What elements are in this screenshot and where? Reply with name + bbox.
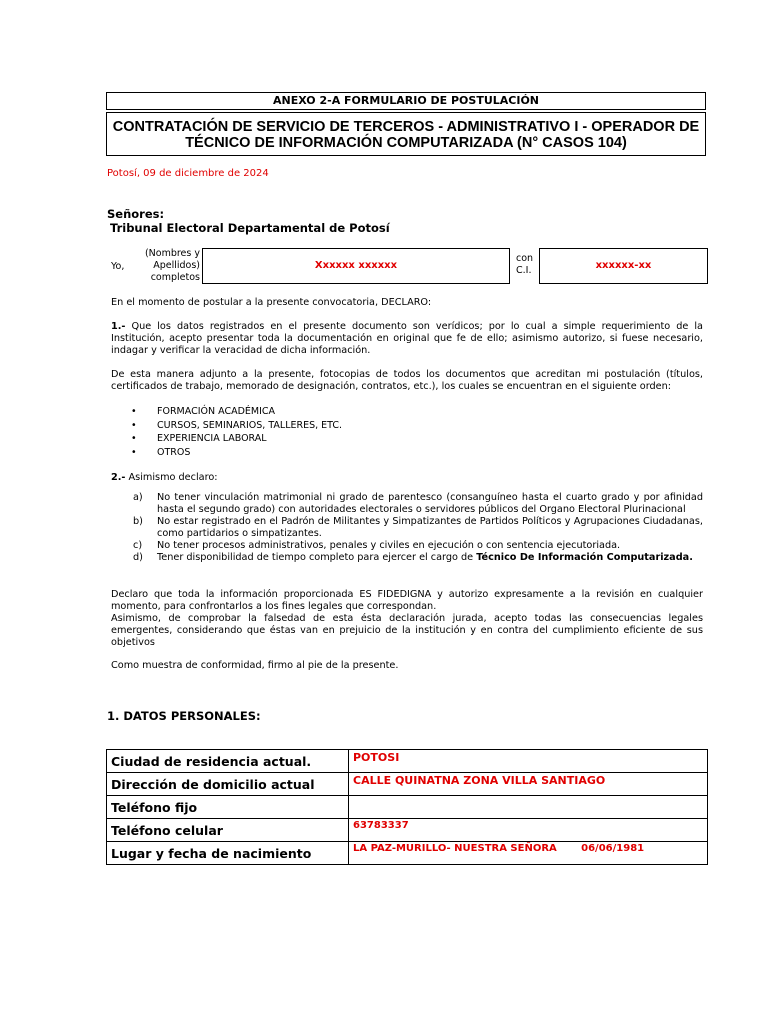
document-order-list — [131, 405, 342, 460]
contract-title-line-1: CONTRATACIÓN DE SERVICIO DE TERCEROS - ADMINISTRATIVO I - OPERADOR DE — [112, 119, 700, 135]
names-label-line: (Nombres y — [144, 248, 200, 259]
table-row — [107, 750, 708, 773]
contract-title — [106, 112, 706, 156]
declaration-point-1 — [111, 321, 703, 357]
institution-name: Tribunal Electoral Departamental de Potosí — [110, 221, 390, 235]
personal-data-table — [106, 749, 708, 865]
ci-label-line: C.I. — [516, 265, 532, 276]
table-row — [107, 842, 708, 865]
home-address-field[interactable]: CALLE QUINATNA ZONA VILLA SANTIAGO — [349, 773, 708, 796]
item-text: No tener procesos administrativos, penales y civiles en ejecución o con sentencia ejecutoriada. — [157, 540, 621, 551]
table-row — [107, 796, 708, 819]
fidedigna-paragraph: Declaro que toda la información proporcionada ES FIDEDIGNA y autorizo expresamente a la revisión en cualquier momento, para confrontarlos a los fines legales que correspondan. — [111, 589, 703, 612]
list-item-text: EXPERIENCIA LABORAL — [157, 433, 267, 445]
item-text: No tener vinculación matrimonial ni grado de parentesco (consanguíneo hasta el cuarto grado y por afinidad hasta el segundo grado) con autoridades electorales o servidores públicos del Organo Electoral Plurinacional — [157, 492, 703, 515]
item-label: d) — [133, 552, 143, 563]
item-label: a) — [133, 492, 143, 503]
ci-label — [516, 253, 533, 277]
contract-title-line-2: TÉCNICO DE INFORMACIÓN COMPUTARIZADA (N° CASOS 104) — [185, 135, 627, 151]
bullet-icon: • — [131, 433, 137, 445]
conformity-statement: Como muestra de conformidad, firmo al pie de la presente. — [111, 660, 399, 671]
item-label: b) — [133, 516, 143, 527]
declaration-intro: En el momento de postular a la presente convocatoria, DECLARO: — [111, 297, 432, 308]
row-label: Lugar y fecha de nacimiento — [107, 842, 349, 865]
point-2-label: 2.- — [111, 472, 126, 483]
place-date: Potosí, 09 de diciembre de 2024 — [107, 168, 269, 179]
names-label-line: completos — [150, 272, 200, 283]
row-label: Teléfono celular — [107, 819, 349, 842]
declaration-point-2 — [111, 472, 703, 484]
greeting: Señores: — [107, 207, 165, 221]
row-label: Ciudad de residencia actual. — [107, 750, 349, 773]
annex-title: ANEXO 2-A FORMULARIO DE POSTULACIÓN — [106, 92, 706, 110]
list-item-text: OTROS — [157, 447, 191, 459]
item-text-regular: Tener disponibilidad de tiempo completo para ejercer el cargo de — [157, 552, 477, 563]
list-item-text: FORMACIÓN ACADÉMICA — [157, 406, 276, 417]
list-item — [131, 419, 342, 433]
table-row — [107, 819, 708, 842]
point-1-text: Que los datos registrados en el presente documento son verídicos; por lo cual a simple requerimiento de la Institución, acepto presentar toda la documentación en original que fe de ello; asimismo autorizo, si fuese necesario, indagar y verificar la veracidad de dicha información. — [111, 321, 703, 356]
point-2-text: Asimismo declaro: — [125, 472, 218, 483]
row-label: Dirección de domicilio actual — [107, 773, 349, 796]
birth-place-date-field[interactable]: LA PAZ-MURILLO- NUESTRA SEÑORA 06/06/1981 — [349, 842, 708, 865]
falsedad-paragraph: Asimismo, de comprobar la falsedad de esta ésta declaración jurada, acepto todas las consecuencias legales emergentes, considerando que éstas van en prejuicio de la institución y en contra del cumplimiento eficiente de sus objetivos — [111, 613, 703, 648]
full-name-field[interactable]: Xxxxxx xxxxxx — [202, 248, 510, 284]
section-title-personal-data: 1. DATOS PERSONALES: — [107, 709, 261, 723]
item-text: No estar registrado en el Padrón de Militantes y Simpatizantes de Partidos Políticos y Agrupaciones Ciudadanas, como partidarios o simpatizantes. — [157, 516, 703, 539]
bullet-icon: • — [131, 447, 137, 459]
declaration-item — [133, 516, 703, 540]
point-1-label: 1.- — [111, 321, 126, 332]
declaration-item — [133, 540, 703, 552]
bullet-icon: • — [131, 419, 137, 431]
list-item — [131, 432, 342, 446]
attachments-paragraph: De esta manera adjunto a la presente, fotocopias de todos los documentos que acreditan mi postulación (títulos, certificados de trabajo, memorado de designación, contratos, etc.), los cuales se encuentran en el siguiente orden: — [111, 369, 703, 392]
ci-number-field[interactable]: xxxxxx-xx — [539, 248, 708, 284]
list-item — [131, 446, 342, 460]
yo-label: Yo, — [111, 261, 125, 272]
item-text-bold: Técnico De Información Computarizada. — [476, 552, 693, 563]
declaration-item — [133, 492, 703, 516]
declaration-item — [133, 552, 703, 564]
names-label — [132, 248, 200, 284]
declaration-items — [133, 492, 703, 564]
names-label-line: Apellidos) — [153, 260, 200, 271]
item-text — [157, 552, 703, 564]
item-label: c) — [133, 540, 143, 551]
list-item — [131, 405, 342, 419]
mobile-phone-field[interactable]: 63783337 — [349, 819, 708, 842]
landline-phone-field[interactable] — [349, 796, 708, 819]
ci-label-line: con — [516, 253, 534, 264]
row-label: Teléfono fijo — [107, 796, 349, 819]
bullet-icon: • — [131, 406, 137, 417]
table-row — [107, 773, 708, 796]
residence-city-field[interactable]: POTOSI — [349, 750, 708, 773]
list-item-text: CURSOS, SEMINARIOS, TALLERES, ETC. — [157, 419, 343, 431]
